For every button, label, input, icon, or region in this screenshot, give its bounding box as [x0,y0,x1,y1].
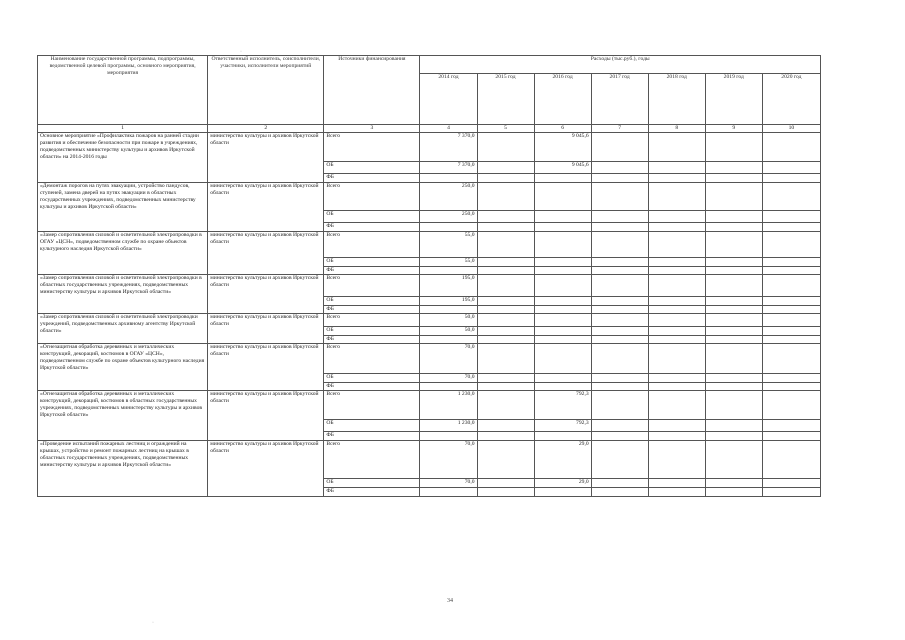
expense-value [420,174,477,183]
expense-value: 250,0 [420,183,477,211]
funding-source: ОБ [324,258,420,267]
funding-source: ОБ [324,326,420,335]
column-number: 8 [648,125,705,133]
expense-value [420,382,477,390]
expense-value: 55,0 [420,232,477,258]
scan-mark: · [240,49,242,55]
expense-value [705,431,762,440]
expense-value [591,373,648,382]
column-number: 6 [534,125,591,133]
expense-value [705,313,762,326]
expense-value: 29,0 [534,440,591,478]
expense-value [762,211,820,223]
expense-value [648,431,705,440]
expense-value [705,326,762,335]
activity-name: «Проведение испытаний пожарных лестниц и ограждений на крышах, устройство и ремонт пожарных лестниц на крышах в областных государственных учреждениях, подведомственных министерству культуры и архивов Иркутской области» [38,440,208,496]
activity-executor: министерство культуры и архивов Иркутской области [208,313,324,343]
expense-value [648,382,705,390]
expense-value [705,373,762,382]
expense-value: 195,0 [420,274,477,296]
expense-value: 50,0 [420,326,477,335]
column-number-row [38,125,821,133]
expense-value [477,174,534,183]
expense-value [591,419,648,431]
expense-value [705,382,762,390]
expense-value [648,232,705,258]
expense-value [477,419,534,431]
column-number: 9 [705,125,762,133]
table-body [38,133,821,497]
expense-value [762,487,820,496]
expense-value: 70,0 [420,343,477,373]
expense-value [705,390,762,419]
expense-value [477,382,534,390]
expense-value [705,305,762,313]
activity-executor: министерство культуры и архивов Иркутской области [208,133,324,183]
activity-executor: министерство культуры и архивов Иркутской области [208,274,324,313]
expense-value [648,326,705,335]
funding-source: ОБ [324,211,420,223]
activity-name: «Демонтаж порогов на путях эвакуации, устройство пандусов, ступеней, замена дверей на путях эвакуации в областных государственных учреждениях, подведомственных министерству культуры и архивов Иркутской области» [38,183,208,232]
expense-value [705,478,762,487]
header-expenses: Расходы (тыс.руб.), годы [420,56,821,74]
expense-value [591,183,648,211]
expense-value [705,232,762,258]
expense-value [648,223,705,232]
funding-source: ФБ [324,382,420,390]
expense-value [648,440,705,478]
expense-value [591,305,648,313]
funding-source: Всего [324,313,420,326]
funding-source: ОБ [324,296,420,305]
table-row [38,313,821,326]
expense-value [648,335,705,343]
expense-value [420,487,477,496]
expense-value [591,133,648,162]
expense-value [591,174,648,183]
expense-value [477,183,534,211]
activity-name: «Огнезащитная обработка деревянных и металлических конструкций, декораций, костюмов в областных государственных учреждениях, подведомственных министерству культуры и архивов Иркутской области» [38,390,208,440]
expense-value [762,267,820,275]
expense-value [477,133,534,162]
expense-value [705,267,762,275]
activity-executor: министерство культуры и архивов Иркутской области [208,232,324,275]
column-number: 3 [324,125,420,133]
budget-table [37,55,821,497]
expense-value [762,343,820,373]
expense-value [477,211,534,223]
expense-value [762,313,820,326]
column-number: 7 [591,125,648,133]
activity-name: «Замер сопротивления силовой и осветительной электропроводки в ОГАУ «ЦСН», подведомственном службе по охране объектов культурного наследия Иркутской области» [38,232,208,275]
expense-value [762,431,820,440]
activity-executor: министерство культуры и архивов Иркутской области [208,183,324,232]
expense-value [534,267,591,275]
expense-value [477,487,534,496]
year-header: 2014 год [420,74,477,125]
funding-source: ОБ [324,419,420,431]
expense-value [762,133,820,162]
expense-value [477,274,534,296]
expense-value [648,211,705,223]
expense-value: 55,0 [420,258,477,267]
header-source: Источники финансирования [324,56,420,125]
column-number: 1 [38,125,208,133]
activity-name: Основное мероприятие «Профилактика пожаров на ранней стадии развития и обеспечение безопасности при пожаре в учреждениях, подведомственных министерству культуры и архивов Иркутской области» на 2014-2016 годы [38,133,208,183]
table-row [38,232,821,258]
funding-source: ФБ [324,305,420,313]
expense-value [705,440,762,478]
expense-value [705,274,762,296]
expense-value [534,335,591,343]
expense-value [534,373,591,382]
expense-value: 50,0 [420,313,477,326]
expense-value: 792,3 [534,419,591,431]
expense-value [762,382,820,390]
expense-value [534,211,591,223]
column-number: 10 [762,125,820,133]
funding-source: ФБ [324,174,420,183]
table-row [38,390,821,419]
column-number: 2 [208,125,324,133]
expense-value [591,267,648,275]
expense-value [534,343,591,373]
expense-value [477,390,534,419]
expense-value [762,174,820,183]
year-header: 2019 год [705,74,762,125]
expense-value [648,183,705,211]
table-row [38,343,821,373]
expense-value [591,162,648,174]
expense-value [534,326,591,335]
expense-value [591,232,648,258]
expense-value [591,431,648,440]
expense-value [648,313,705,326]
expense-value [762,274,820,296]
expense-value: 7 370,0 [420,133,477,162]
expense-value [648,258,705,267]
expense-value: 7 370,0 [420,162,477,174]
expense-value [762,326,820,335]
funding-source: ФБ [324,335,420,343]
funding-source: ФБ [324,267,420,275]
expense-value: 1 230,0 [420,419,477,431]
expense-value [420,431,477,440]
expense-value: 70,0 [420,440,477,478]
expense-value [762,419,820,431]
expense-value [705,419,762,431]
expense-value [762,258,820,267]
expense-value [477,335,534,343]
expense-value [705,335,762,343]
funding-source: ФБ [324,487,420,496]
expense-value [591,326,648,335]
expense-value [705,223,762,232]
expense-value [648,419,705,431]
expense-value [705,174,762,183]
expense-value [648,133,705,162]
expense-value [534,382,591,390]
expense-value [534,223,591,232]
expense-value [591,390,648,419]
expense-value [534,313,591,326]
expense-value [705,343,762,373]
expense-value: 1 230,0 [420,390,477,419]
expense-value [705,258,762,267]
expense-value [534,232,591,258]
funding-source: Всего [324,133,420,162]
expense-value [648,373,705,382]
table-row [38,274,821,296]
funding-source: Всего [324,390,420,419]
expense-value [477,267,534,275]
expense-value [591,487,648,496]
expense-value [591,382,648,390]
table-row [38,440,821,478]
activity-name: «Огнезащитная обработка деревянных и металлических конструкций, декораций, костюмов в ОГАУ «ЦСН», подведомственном службе по охране объектов культурного наследия Иркутской области» [38,343,208,390]
expense-value [534,296,591,305]
expense-value [477,326,534,335]
funding-source: Всего [324,343,420,373]
expense-value [762,232,820,258]
expense-value [477,305,534,313]
expense-value [762,390,820,419]
funding-source: ФБ [324,431,420,440]
expense-value [705,183,762,211]
expense-value [477,440,534,478]
expense-value [762,183,820,211]
expense-value [591,274,648,296]
expense-value [705,296,762,305]
expense-value [477,296,534,305]
expense-value [648,296,705,305]
year-header: 2018 год [648,74,705,125]
expense-value [648,390,705,419]
expense-value [591,335,648,343]
expense-value [534,431,591,440]
activity-executor: министерство культуры и архивов Иркутской области [208,390,324,440]
expense-value [705,211,762,223]
expense-value [648,478,705,487]
table-row [38,183,821,211]
header-executor: Ответственный исполнитель, соисполнители, участники, исполнители мероприятий [208,56,324,125]
funding-source: Всего [324,183,420,211]
expense-value [534,258,591,267]
expense-value [705,162,762,174]
expense-value [477,343,534,373]
expense-value [477,232,534,258]
column-number: 5 [477,125,534,133]
expense-value [591,223,648,232]
funding-source: ОБ [324,373,420,382]
expense-value [591,258,648,267]
expense-value: 70,0 [420,373,477,382]
expense-value: 250,0 [420,211,477,223]
expense-value [762,373,820,382]
expense-value [534,487,591,496]
expense-value [762,478,820,487]
expense-value [648,162,705,174]
funding-source: ОБ [324,162,420,174]
expense-value [591,343,648,373]
expense-value: 29,0 [534,478,591,487]
expense-value [762,223,820,232]
expense-value [477,431,534,440]
expense-value [477,258,534,267]
funding-source: ФБ [324,223,420,232]
scan-mark: · [152,620,154,626]
expense-value [591,313,648,326]
expense-value [420,223,477,232]
expense-value [762,335,820,343]
expense-value [477,313,534,326]
expense-value [648,274,705,296]
activity-name: «Замер сопротивления силовой и осветительной электропроводки в областных государственных учреждениях, подведомственных министерству культуры и архивов Иркутской области» [38,274,208,313]
funding-source: Всего [324,440,420,478]
expense-value: 792,3 [534,390,591,419]
funding-source: Всего [324,274,420,296]
expense-value [477,478,534,487]
expense-value [762,440,820,478]
funding-source: Всего [324,232,420,258]
funding-source: ОБ [324,478,420,487]
expense-value [420,305,477,313]
expense-value [477,223,534,232]
expense-value [420,335,477,343]
expense-value [534,183,591,211]
expense-value: 70,0 [420,478,477,487]
expense-value [705,133,762,162]
expense-value: 9 045,6 [534,133,591,162]
column-number: 4 [420,125,477,133]
year-header: 2017 год [591,74,648,125]
expense-value: 9 045,6 [534,162,591,174]
table-row [38,133,821,162]
expense-value [477,373,534,382]
header-name: Наименование государственной программы, подпрограммы, ведомственной целевой программы, основного мероприятия, мероприятия [38,56,208,125]
year-header: 2020 год [762,74,820,125]
expense-value [648,174,705,183]
expense-value [591,478,648,487]
expense-value [648,267,705,275]
activity-name: «Замер сопротивления силовой и осветительной электропроводки учреждений, подведомственных архивному агентству Иркутской области» [38,313,208,343]
expense-value [591,211,648,223]
expense-value [762,162,820,174]
expense-value [705,487,762,496]
expense-value: 195,0 [420,296,477,305]
expense-value [648,487,705,496]
page-number: 34 [447,598,453,604]
expense-value [591,296,648,305]
expense-value [762,296,820,305]
expense-value [648,343,705,373]
expense-value [648,305,705,313]
expense-value [762,305,820,313]
year-header: 2015 год [477,74,534,125]
expense-value [534,174,591,183]
expense-value [477,162,534,174]
expense-value [534,274,591,296]
year-header: 2016 год [534,74,591,125]
activity-executor: министерство культуры и архивов Иркутской области [208,440,324,496]
activity-executor: министерство культуры и архивов Иркутской области [208,343,324,390]
expense-value [591,440,648,478]
expense-value [534,305,591,313]
expense-value [420,267,477,275]
